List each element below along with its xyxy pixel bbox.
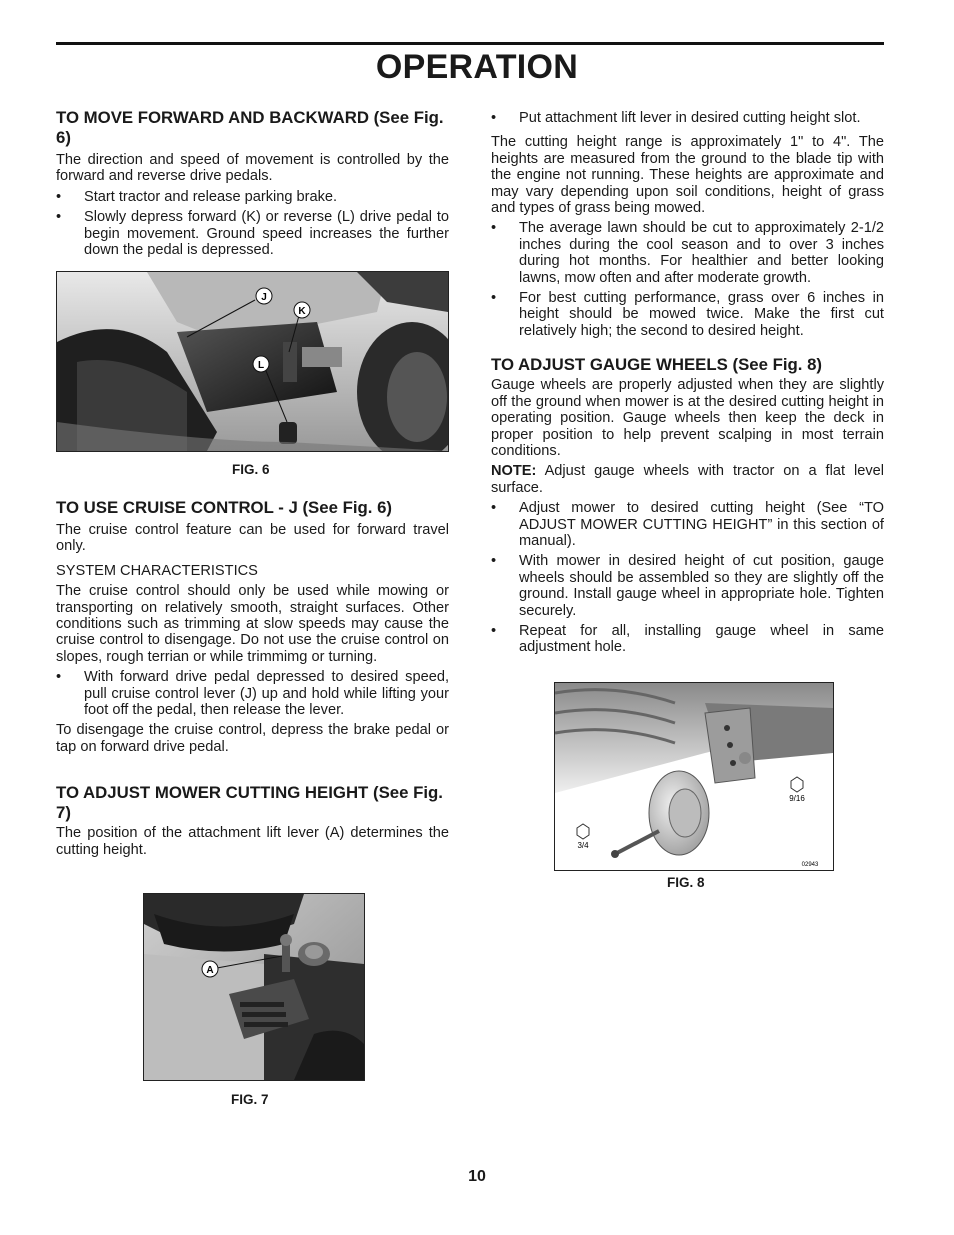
- page-number: 10: [468, 1168, 486, 1185]
- figure-8-caption: FIG. 8: [667, 875, 705, 890]
- label-3-4: 3/4: [577, 841, 589, 850]
- gauge-note: [491, 463, 884, 496]
- callout-k: K: [298, 306, 306, 317]
- heading-move-forward: TO MOVE FORWARD AND BACKWARD (See Fig. 6): [56, 108, 444, 147]
- callout-a: A: [206, 965, 214, 976]
- list-item: • With forward drive pedal depressed to desired speed, pull cruise control lever (J) up and hold while lifting your foot off the pedal, then release the lever.: [56, 669, 449, 718]
- heading-cruise-control: TO USE CRUISE CONTROL - J (See Fig. 6): [56, 498, 392, 517]
- height-bullets: [491, 220, 884, 339]
- page-title: OPERATION: [375, 48, 579, 86]
- heading-cutting-height: TO ADJUST MOWER CUTTING HEIGHT (See Fig. 7): [56, 783, 443, 823]
- right-column: [491, 110, 884, 660]
- list-item: • Slowly depress forward (K) or reverse (L) drive pedal to begin movement. Ground speed increases the further down the pedal is depressed.: [56, 209, 449, 258]
- list-item: • Adjust mower to desired cutting height (See “TO ADJUST MOWER CUTTING HEIGHT” in this section of manual).: [491, 500, 884, 549]
- left-column: [56, 108, 449, 262]
- gauge-intro: Gauge wheels are properly adjusted when they are slightly off the ground when mower is at the desired cutting height in operating position. Gauge wheels then keep the deck in proper position to help prevent scalping in most terrain conditions.: [491, 377, 884, 459]
- list-item: • Repeat for all, installing gauge wheel in same adjustment hole.: [491, 623, 884, 656]
- forward-bullets: [56, 189, 449, 259]
- height-range: The cutting height range is approximately 1" to 4". The heights are measured from the ground to the blade tip with the engine not running. These heights are approximate and may vary depending upon soil conditions, height of grass and types of grass being mowed.: [491, 134, 884, 217]
- figure-6-caption: FIG. 6: [232, 462, 270, 477]
- lift-lever-illustration: [144, 894, 364, 1080]
- forward-intro: The direction and speed of movement is controlled by the forward and reverse drive pedals.: [56, 152, 449, 185]
- figure-8-image: [554, 682, 834, 871]
- figure-7-caption: FIG. 7: [231, 1092, 269, 1107]
- left-column-cruise: [56, 498, 449, 862]
- list-item: • Start tractor and release parking brake.: [56, 189, 449, 205]
- cruise-bullets: [56, 669, 449, 718]
- height-top-bullet: [491, 110, 884, 126]
- figure-6-image: [56, 271, 449, 452]
- heading-gauge-wheels: TO ADJUST GAUGE WHEELS (See Fig. 8): [491, 355, 823, 375]
- gauge-wheel-illustration: [555, 683, 833, 870]
- list-item: • With mower in desired height of cut position, gauge wheels should be assembled so they are slightly off the ground. Install gauge wheel in appropriate hole. Tighten securely.: [491, 553, 884, 619]
- cruise-body: The cruise control should only be used while mowing or transporting on relatively smooth, straight surfaces. Other conditions such as trimming at slow speeds may cause the cruise control to disengage. Do not use the cruise control on slopes, rough terrian or while trimmimg or turning.: [56, 583, 449, 665]
- gauge-bullets: [491, 500, 884, 656]
- list-item: • The average lawn should be cut to approximately 2-1/2 inches during the cool season and to over 3 inches during hot months. For healthier and better looking lawns, mow often and after moderate growth.: [491, 220, 884, 286]
- label-9-16: 9/16: [789, 794, 805, 803]
- tractor-pedals-illustration: [57, 272, 448, 451]
- cruise-outro: To disengage the cruise control, depress the brake pedal or tap on forward drive pedal.: [56, 722, 449, 755]
- list-item: • For best cutting performance, grass over 6 inches in height should be mowed twice. Make the first cut relatively high; the second to desired height.: [491, 290, 884, 339]
- callout-l: L: [257, 360, 265, 371]
- height-intro: The position of the attachment lift lever (A) determines the cutting height.: [56, 825, 449, 858]
- figure-7-image: [143, 893, 365, 1081]
- header-rule: [56, 42, 884, 45]
- list-item: • Put attachment lift lever in desired cutting height slot.: [491, 110, 884, 126]
- note-label: NOTE:: [491, 463, 537, 480]
- callout-j: J: [261, 292, 267, 303]
- figure-code: 02943: [801, 862, 819, 868]
- cruise-intro: The cruise control feature can be used for forward travel only.: [56, 522, 449, 555]
- note-text: Adjust gauge wheels with tractor on a flat level surface.: [491, 463, 884, 496]
- cruise-subhead: SYSTEM CHARACTERISTICS: [56, 562, 258, 579]
